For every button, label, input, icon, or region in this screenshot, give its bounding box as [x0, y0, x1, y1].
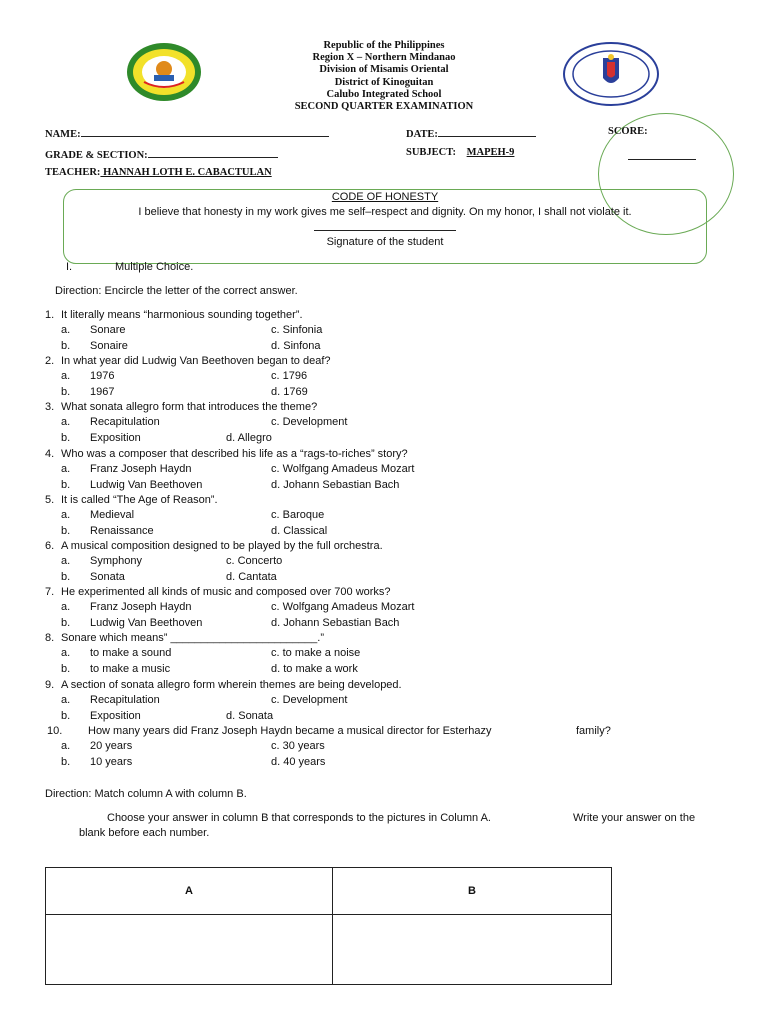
option-b[interactable]: 10 years — [90, 756, 133, 768]
option-a[interactable]: Franz Joseph Haydn — [90, 463, 192, 475]
question-text: What sonata allegro form that introduces the theme? — [61, 401, 318, 413]
option-b-letter[interactable]: b. — [61, 710, 71, 722]
header-district: District of Kinoguitan — [334, 77, 434, 88]
teacher-field — [45, 167, 272, 178]
option-b[interactable]: Ludwig Van Beethoven — [90, 479, 203, 491]
option-d[interactable]: d. Johann Sebastian Bach — [271, 479, 400, 491]
part1-direction: Direction: Encircle the letter of the correct answer. — [55, 285, 298, 297]
option-b-letter[interactable]: b. — [61, 432, 71, 444]
grade-section-label: GRADE & SECTION: — [45, 150, 148, 161]
honesty-pledge: I believe that honesty in my work gives me self–respect and dignity. On my honor, I shall not violate it. — [138, 206, 632, 218]
option-a-letter[interactable]: a. — [61, 463, 71, 475]
option-a-letter[interactable]: a. — [61, 509, 71, 521]
option-a[interactable]: to make a sound — [90, 647, 172, 659]
option-b-letter[interactable]: b. — [61, 571, 71, 583]
option-d[interactable]: d. 1769 — [271, 386, 308, 398]
code-of-honesty-box — [63, 189, 707, 264]
option-d[interactable]: d. Cantata — [226, 571, 277, 583]
option-a-letter[interactable]: a. — [61, 694, 71, 706]
option-c[interactable]: c. Development — [271, 416, 348, 428]
grade-section-blank[interactable] — [148, 147, 278, 158]
subject-value: MAPEH-9 — [466, 147, 515, 158]
signature-label: Signature of the student — [326, 236, 444, 248]
option-c[interactable]: c. Wolfgang Amadeus Mozart — [271, 601, 415, 613]
option-b-letter[interactable]: b. — [61, 756, 71, 768]
option-b[interactable]: 1967 — [90, 386, 115, 398]
part2-instruction-3: blank before each number. — [79, 827, 210, 839]
option-a-letter[interactable]: a. — [61, 740, 71, 752]
question-number: 6. — [45, 540, 55, 552]
name-field[interactable] — [45, 126, 329, 140]
question-text: Who was a composer that described his life as a “rags-to-riches” story? — [61, 448, 408, 460]
teacher-value: HANNAH LOTH E. CABACTULAN — [100, 167, 272, 178]
question-text: It is called “The Age of Reason”. — [61, 494, 218, 506]
question-number: 9. — [45, 679, 55, 691]
column-b-cell[interactable] — [333, 915, 612, 985]
date-label: DATE: — [406, 129, 438, 140]
option-a-letter[interactable]: a. — [61, 324, 71, 336]
question-number: 10. — [47, 725, 63, 737]
question-number: 4. — [45, 448, 55, 460]
question-number: 7. — [45, 586, 55, 598]
header-division: Division of Misamis Oriental — [319, 64, 449, 75]
option-b[interactable]: Sonaire — [90, 340, 128, 352]
option-a[interactable]: Recapitulation — [90, 416, 160, 428]
part1-title: Multiple Choice. — [115, 261, 194, 273]
option-b-letter[interactable]: b. — [61, 617, 71, 629]
column-a-header: A — [46, 868, 333, 915]
option-c[interactable]: c. to make a noise — [271, 647, 361, 659]
option-d[interactable]: d. 40 years — [271, 756, 326, 768]
score-label: SCORE: — [608, 126, 648, 137]
question-text-end: family? — [576, 725, 611, 737]
part2-direction: Direction: Match column A with column B. — [45, 788, 247, 800]
header-school: Calubo Integrated School — [326, 89, 442, 100]
option-b-letter[interactable]: b. — [61, 340, 71, 352]
option-a-letter[interactable]: a. — [61, 370, 71, 382]
question-number: 5. — [45, 494, 55, 506]
option-b-letter[interactable]: b. — [61, 663, 71, 675]
option-a[interactable]: Sonare — [90, 324, 126, 336]
date-field[interactable] — [406, 126, 536, 140]
option-d[interactable]: d. Allegro — [226, 432, 272, 444]
question-number: 8. — [45, 632, 55, 644]
option-a[interactable]: 20 years — [90, 740, 133, 752]
option-b-letter[interactable]: b. — [61, 525, 71, 537]
question-text: It literally means “harmonious sounding together”. — [61, 309, 303, 321]
option-c[interactable]: c. Concerto — [226, 555, 283, 567]
part2-instruction-2: Write your answer on the — [573, 812, 696, 824]
option-b[interactable]: Renaissance — [90, 525, 154, 537]
name-label: NAME: — [45, 129, 81, 140]
option-d[interactable]: d. Classical — [271, 525, 328, 537]
option-b[interactable]: to make a music — [90, 663, 171, 675]
date-blank[interactable] — [438, 126, 536, 137]
option-b[interactable]: Exposition — [90, 710, 141, 722]
column-a-cell — [46, 915, 333, 985]
option-a-letter[interactable]: a. — [61, 555, 71, 567]
subject-label: SUBJECT: — [406, 147, 456, 158]
question-text: A section of sonata allegro form wherein themes are being developed. — [61, 679, 402, 691]
option-b-letter[interactable]: b. — [61, 479, 71, 491]
option-c[interactable]: c. Wolfgang Amadeus Mozart — [271, 463, 415, 475]
header-republic: Republic of the Philippines — [323, 40, 445, 51]
option-c[interactable]: c. Sinfonia — [271, 324, 323, 336]
option-b[interactable]: Sonata — [90, 571, 125, 583]
part1-roman: I. — [66, 261, 73, 273]
option-a[interactable]: Recapitulation — [90, 694, 160, 706]
option-d[interactable]: d. to make a work — [271, 663, 358, 675]
option-d[interactable]: d. Johann Sebastian Bach — [271, 617, 400, 629]
option-b[interactable]: Ludwig Van Beethoven — [90, 617, 203, 629]
question-text: How many years did Franz Joseph Haydn became a musical director for Esterhazy — [88, 725, 492, 737]
question-text: Sonare which means” ________________________.” — [61, 632, 324, 644]
option-a[interactable]: Franz Joseph Haydn — [90, 601, 192, 613]
option-a-letter[interactable]: a. — [61, 416, 71, 428]
grade-section-field[interactable] — [45, 147, 278, 161]
signature-line[interactable] — [64, 220, 706, 234]
option-c[interactable]: c. Development — [271, 694, 348, 706]
question-text: He experimented all kinds of music and composed over 700 works? — [61, 586, 391, 598]
header-region: Region X – Northern Mindanao — [312, 52, 456, 63]
column-b-header: B — [333, 868, 612, 915]
header-exam-title: SECOND QUARTER EXAMINATION — [294, 101, 474, 112]
question-text: A musical composition designed to be played by the full orchestra. — [61, 540, 383, 552]
question-number: 1. — [45, 309, 55, 321]
question-number: 2. — [45, 355, 55, 367]
option-a[interactable]: 1976 — [90, 370, 115, 382]
option-a-letter[interactable]: a. — [61, 601, 71, 613]
option-d[interactable]: d. Sonata — [226, 710, 274, 722]
question-text: In what year did Ludwig Van Beethoven began to deaf? — [61, 355, 331, 367]
option-a[interactable]: Symphony — [90, 555, 142, 567]
score-blank[interactable] — [628, 147, 696, 165]
part2-instruction-1: Choose your answer in column B that corresponds to the pictures in Column A. — [107, 812, 491, 824]
matching-table — [45, 867, 612, 985]
question-number: 3. — [45, 401, 55, 413]
option-d[interactable]: d. Sinfona — [271, 340, 321, 352]
honesty-title: CODE OF HONESTY — [331, 191, 439, 203]
subject-field — [406, 147, 514, 158]
option-b-letter[interactable]: b. — [61, 386, 71, 398]
option-a[interactable]: Medieval — [90, 509, 135, 521]
teacher-label: TEACHER: — [45, 167, 101, 178]
option-c[interactable]: c. Baroque — [271, 509, 325, 521]
option-b[interactable]: Exposition — [90, 432, 141, 444]
option-a-letter[interactable]: a. — [61, 647, 71, 659]
option-c[interactable]: c. 30 years — [271, 740, 325, 752]
option-c[interactable]: c. 1796 — [271, 370, 308, 382]
name-blank[interactable] — [81, 126, 329, 137]
